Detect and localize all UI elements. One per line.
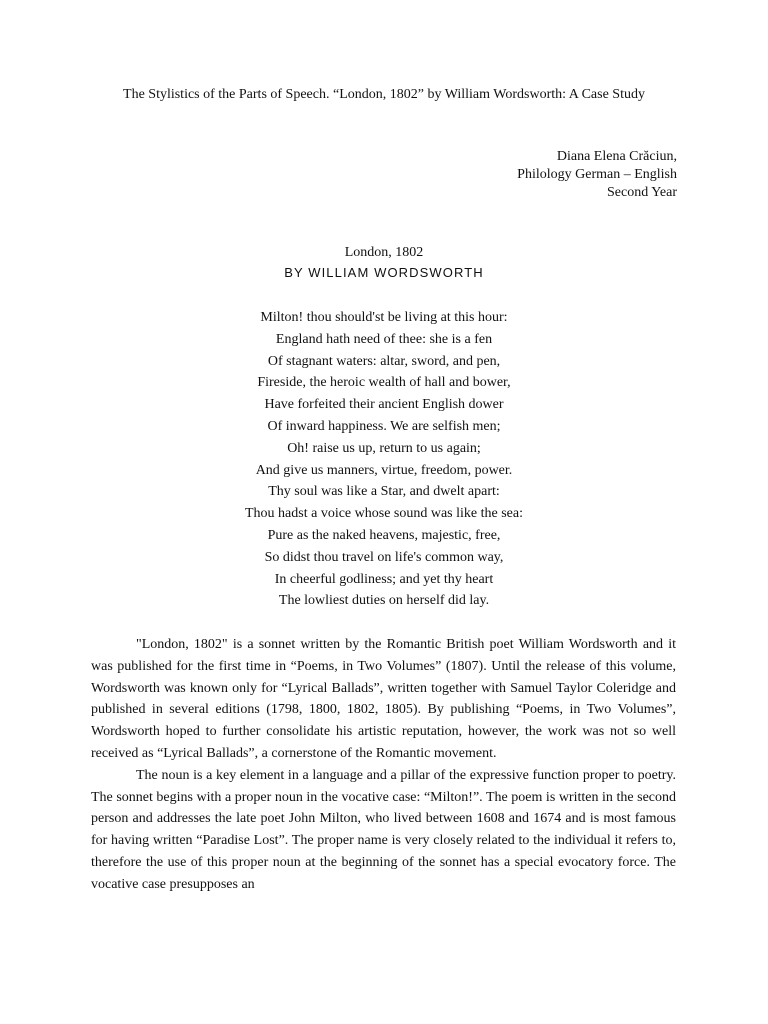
poem-line: Have forfeited their ancient English dower — [264, 397, 504, 413]
poem-line: Pure as the naked heavens, majestic, free, — [267, 527, 501, 543]
poem-line: Thy soul was like a Star, and dwelt apart: — [268, 484, 500, 500]
document-title: The Stylistics of the Parts of Speech. “London, 1802” by William Wordsworth: A Case Study — [123, 87, 645, 102]
poem-line: England hath need of thee: she is a fen — [275, 331, 493, 347]
poem-line: Fireside, the heroic wealth of hall and bower, — [257, 375, 511, 391]
poem-line: Of stagnant waters: altar, sword, and pen, — [267, 353, 501, 369]
poem-title: London, 1802 — [344, 245, 424, 260]
author-block — [517, 148, 677, 202]
essay-body — [91, 634, 676, 896]
author-year: Second Year — [607, 185, 677, 200]
poem-byline: BY WILLIAM WORDSWORTH — [284, 265, 484, 280]
author-name: Diana Elena Crăciun, — [556, 149, 677, 164]
author-department: Philology German – English — [517, 167, 677, 182]
poem-line: Milton! thou should'st be living at this hour: — [260, 310, 508, 325]
poem-text — [0, 307, 768, 612]
poem-line: In cheerful godliness; and yet thy heart — [274, 571, 494, 587]
poem-line: And give us manners, virtue, freedom, power. — [255, 462, 513, 478]
poem-line: The lowliest duties on herself did lay. — [278, 593, 490, 609]
paragraph-noun-analysis: The noun is a key element in a language and a pillar of the expressive function proper to poetry. The sonnet begins with a proper noun in the vocative case: “Milton!”. The poem is written in the second person and addresses the late poet John Milton, who lived between 1608 and 1674 and is most famous for having written “Paradise Lost”. The proper name is very closely related to the individual it refers to, therefore the use of this proper noun at the beginning of the sonnet has a special evocatory force. The vocative case presupposes an — [91, 767, 676, 892]
poem-line: Of inward happiness. We are selfish men; — [267, 418, 501, 434]
poem-line: Thou hadst a voice whose sound was like the sea: — [245, 506, 523, 522]
paragraph-introduction: "London, 1802" is a sonnet written by the Romantic British poet William Wordsworth and it was published for the first time in “Poems, in Two Volumes” (1807). Until the release of this volume, Wordsworth was known only for “Lyrical Ballads”, written together with Samuel Taylor Coleridge and published in several editions (1798, 1800, 1802, 1805). By publishing “Poems, in Two Volumes”, Wordsworth hoped to further consolidate his artistic reputation, however, the work was not so well received as “Lyrical Ballads”, a cornerstone of the Romantic movement. — [91, 637, 676, 761]
poem-line: Oh! raise us up, return to us again; — [287, 440, 481, 456]
poem-line: So didst thou travel on life's common way, — [264, 549, 504, 565]
